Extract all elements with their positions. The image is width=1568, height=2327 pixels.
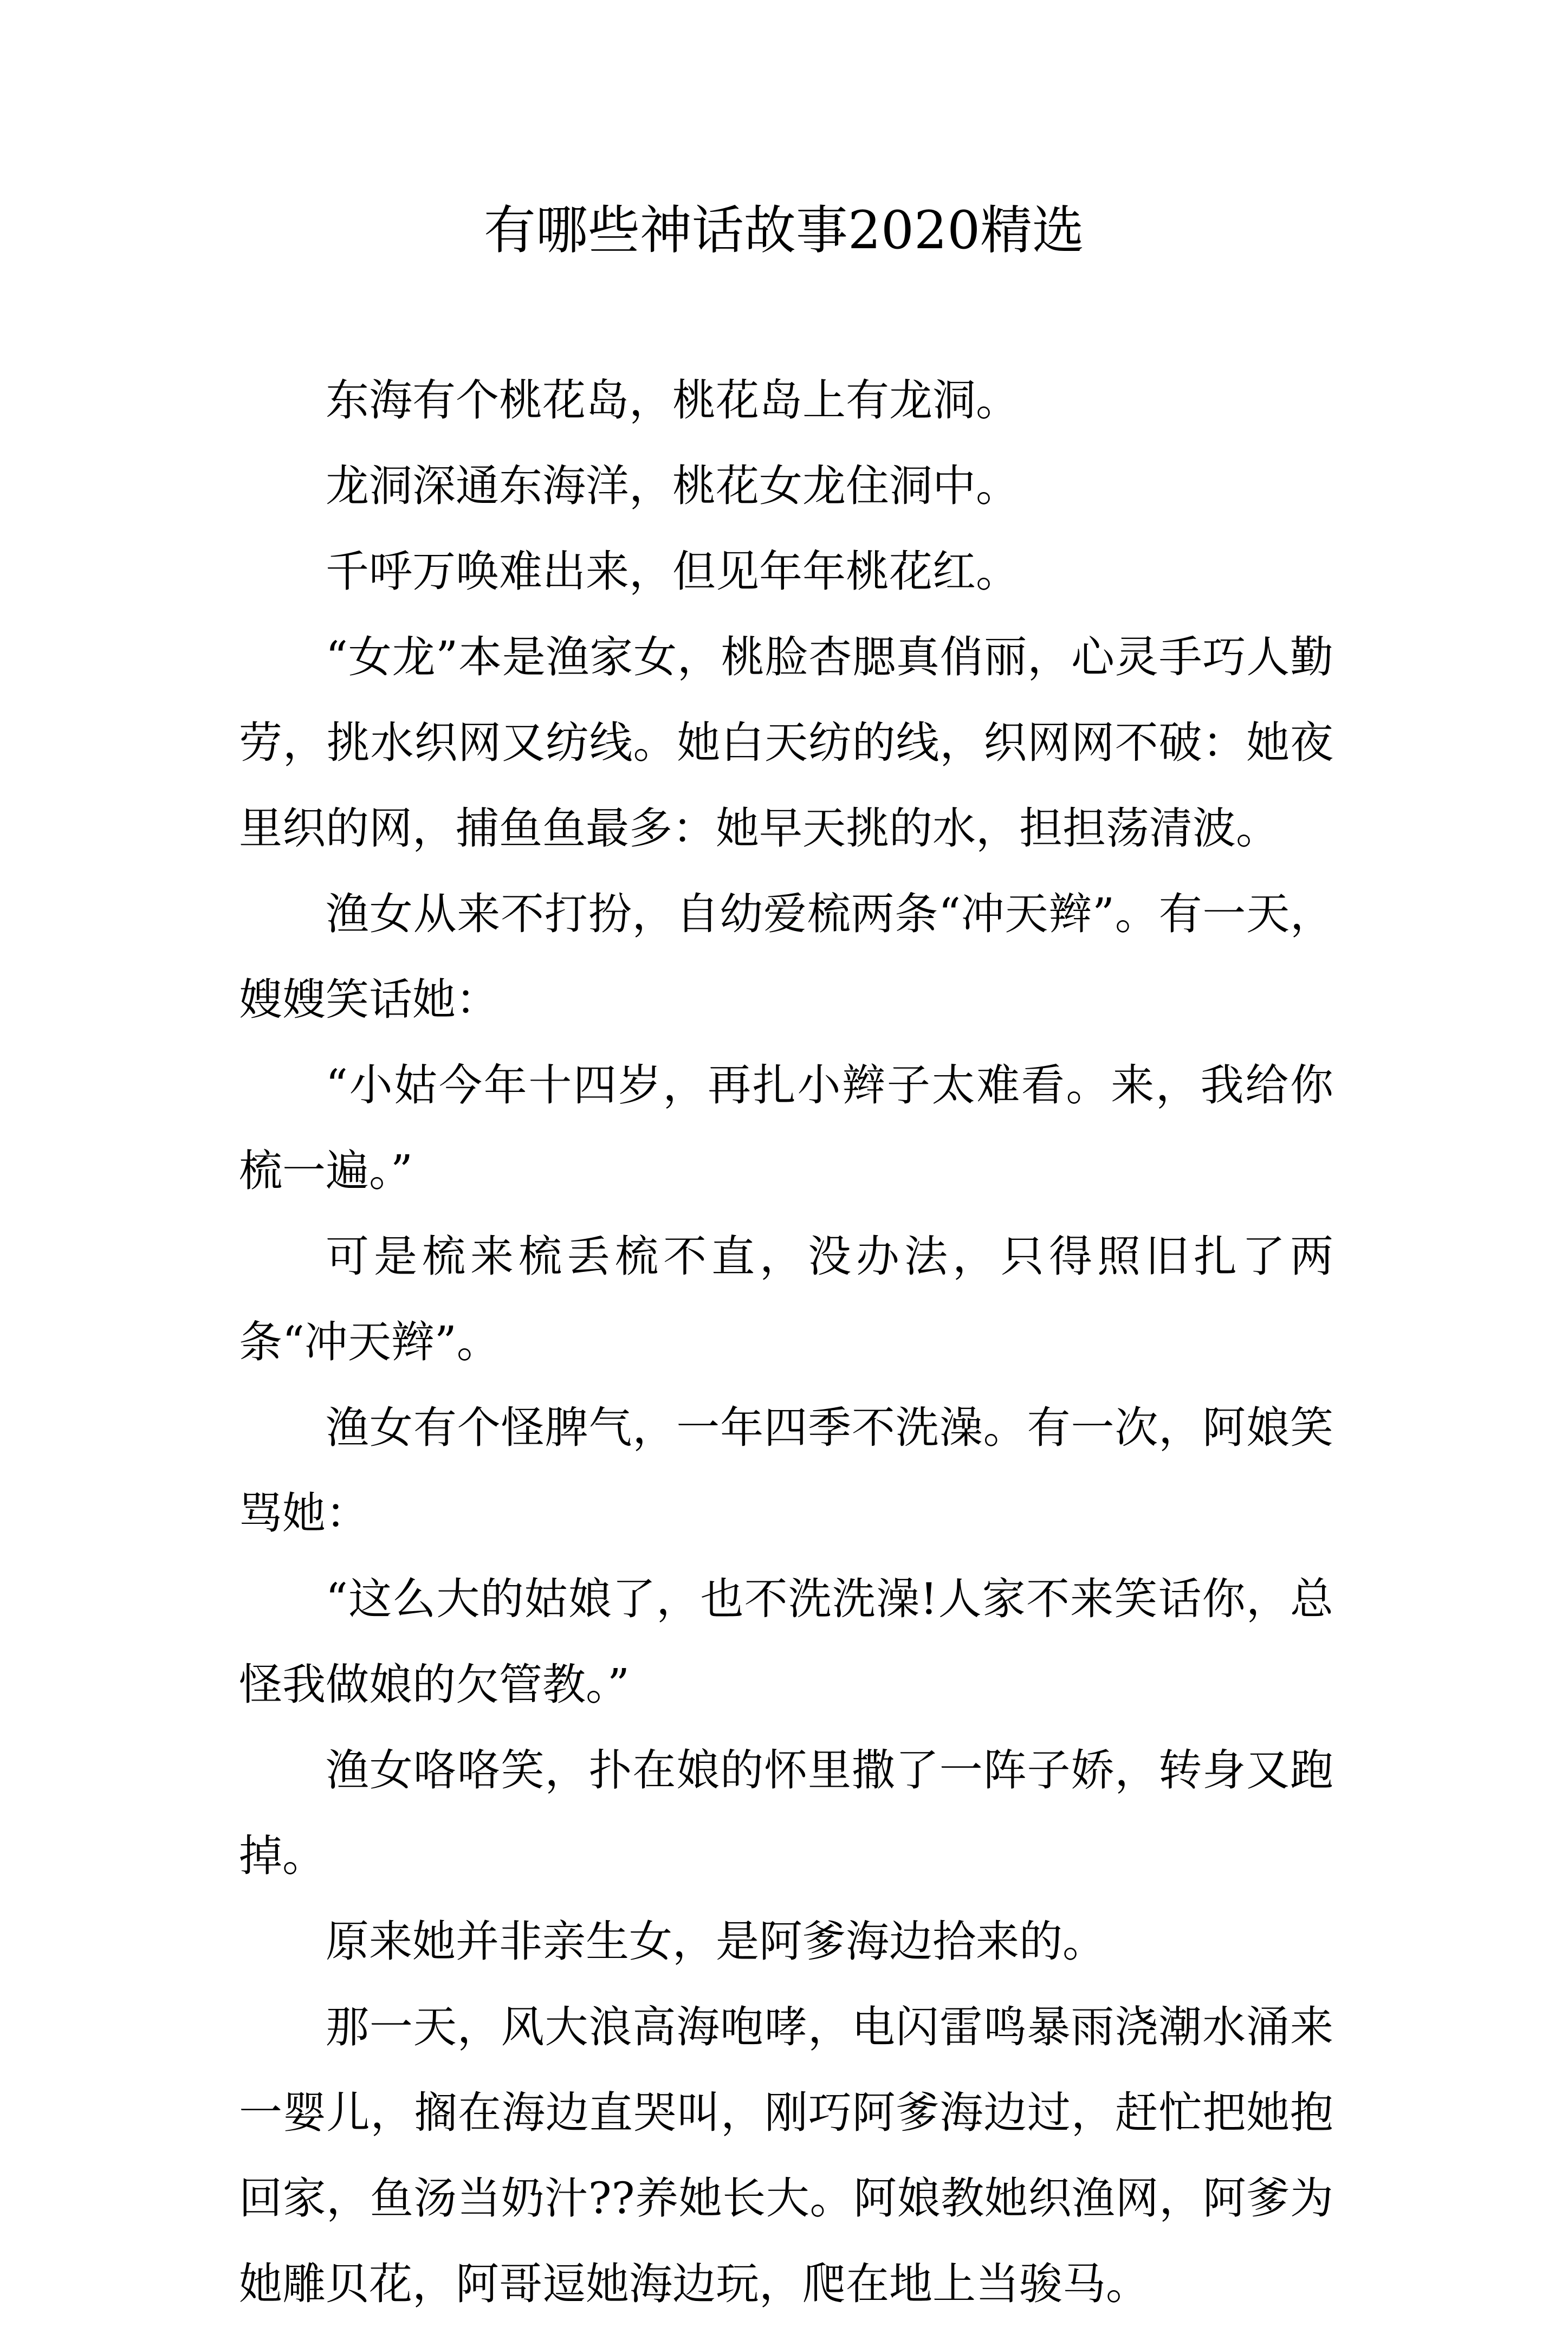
paragraph-6: “小姑今年十四岁，再扎小辫子太难看。来，我给你梳一遍。” [239, 1060, 1333, 1196]
paragraph-3: 千呼万唤难出来，但见年年桃花红。 [326, 546, 1019, 597]
paragraph-7: 可是梳来梳丢梳不直，没办法，只得照旧扎了两条“冲天辫”。 [239, 1231, 1333, 1367]
paragraph-12: 那一天，风大浪高海咆哮，电闪雷鸣暴雨浇潮水涌来一婴儿，搁在海边直哭叫，刚巧阿爹海边过，赶忙把她抱回家，鱼汤当奶汁??养她长大。阿娘教她织渔网，阿爹为她雕贝花，阿哥逗她海边玩，爬在地上当骏马。 [239, 2002, 1333, 2309]
paragraph-8: 渔女有个怪脾气，一年四季不洗澡。有一次，阿娘笑骂她： [239, 1402, 1333, 1539]
paragraph-1: 东海有个桃花岛，桃花岛上有龙洞。 [326, 375, 1019, 425]
paragraph-10: 渔女咯咯笑，扑在娘的怀里撒了一阵子娇，转身又跑掉。 [239, 1745, 1333, 1881]
paragraph-11: 原来她并非亲生女，是阿爹海边拾来的。 [326, 1916, 1106, 1967]
document-body [239, 358, 1333, 2327]
paragraph-5: 渔女从来不打扮，自幼爱梳两条“冲天辫”。有一天，嫂嫂笑话她： [239, 889, 1333, 1025]
paragraph-2: 龙洞深通东海洋，桃花女龙住洞中。 [326, 461, 1019, 511]
paragraph-4: “女龙”本是渔家女，桃脸杏腮真俏丽，心灵手巧人勤劳，挑水织网又纺线。她白天纺的线，织网网不破：她夜里织的网，捕鱼鱼最多：她早天挑的水，担担荡清波。 [239, 632, 1333, 854]
document-title: 有哪些神话故事2020精选 [483, 200, 1085, 261]
paragraph-9: “这么大的姑娘了，也不洗洗澡!人家不来笑话你，总怪我做娘的欠管教。” [239, 1574, 1333, 1710]
